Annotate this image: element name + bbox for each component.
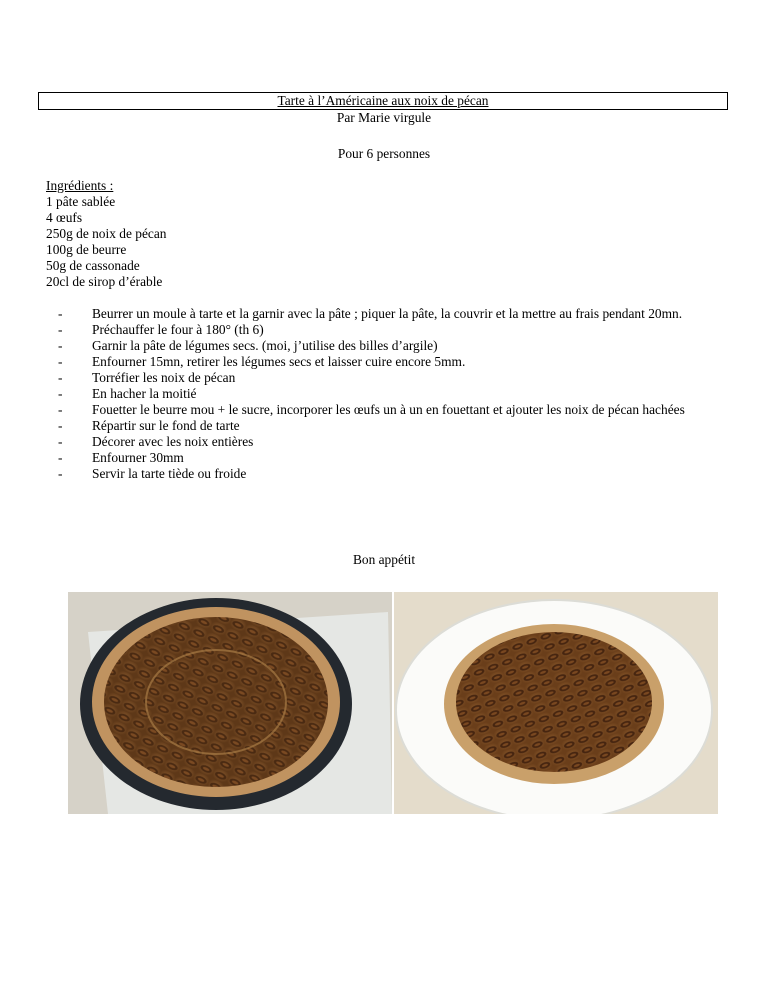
ingredient-item: 100g de beurre [46, 242, 127, 257]
photo-strip [68, 592, 718, 814]
closing-text: Bon appétit [352, 552, 416, 567]
ingredients-section [46, 178, 166, 290]
ingredient-item: 50g de cassonade [46, 258, 140, 273]
step-item: - Servir la tarte tiède ou froide [46, 466, 722, 482]
recipe-title-box [38, 92, 728, 110]
step-item: - Enfourner 30mm [46, 450, 722, 466]
ingredient-item: 1 pâte sablée [46, 194, 116, 209]
step-item: - Torréfier les noix de pécan [46, 370, 722, 386]
ingredients-heading: Ingrédients : [46, 178, 114, 193]
tart-filling [104, 617, 328, 787]
step-item: - Beurrer un moule à tarte et la garnir avec la pâte ; piquer la pâte, la couvrir et la mettre au frais pendant 20mn. [46, 306, 722, 322]
tart-filling [456, 632, 652, 772]
step-item: - Décorer avec les noix entières [46, 434, 722, 450]
recipe-title: Tarte à l’Américaine aux noix de pécan [277, 93, 489, 108]
ingredient-item: 250g de noix de pécan [46, 226, 167, 241]
step-item: - Répartir sur le fond de tarte [46, 418, 722, 434]
recipe-author: Par Marie virgule [336, 110, 432, 125]
ingredient-item: 20cl de sirop d’érable [46, 274, 163, 289]
recipe-servings: Pour 6 personnes [337, 146, 431, 161]
step-item: - Fouetter le beurre mou + le sucre, incorporer les œufs un à un en fouettant et ajouter les noix de pécan hachées [46, 402, 722, 418]
photo-tart-on-plate [394, 592, 718, 814]
step-item: - Garnir la pâte de légumes secs. (moi, j’utilise des billes d’argile) [46, 338, 722, 354]
ingredient-item: 4 œufs [46, 210, 83, 225]
step-item: - Enfourner 15mn, retirer les légumes secs et laisser cuire encore 5mm. [46, 354, 722, 370]
photo-tart-in-tin [68, 592, 392, 814]
step-item: - En hacher la moitié [46, 386, 722, 402]
steps-list [46, 306, 722, 482]
step-item: - Préchauffer le four à 180° (th 6) [46, 322, 722, 338]
